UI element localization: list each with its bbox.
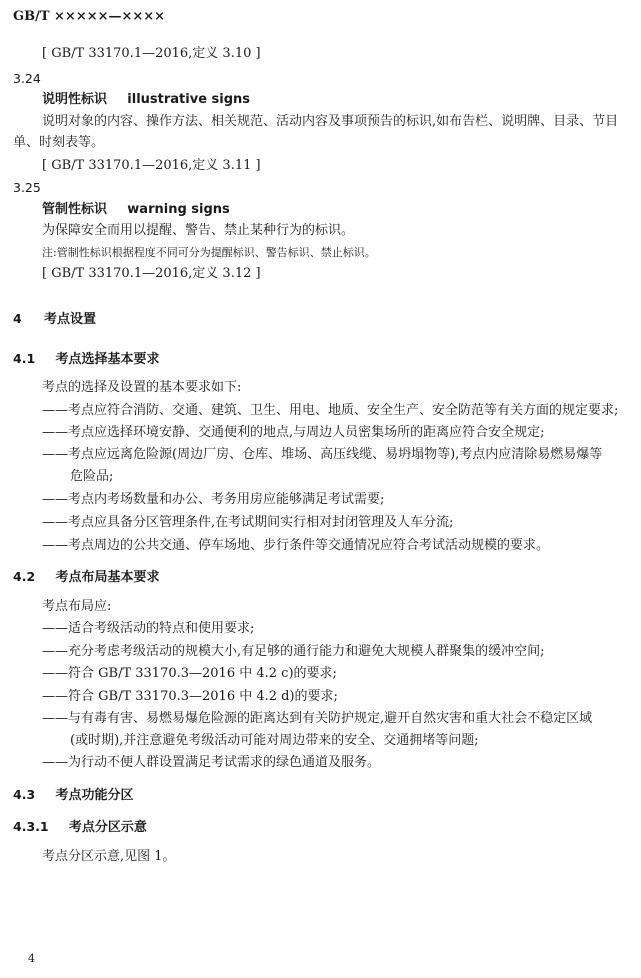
term-en: illustrative signs (127, 92, 251, 107)
reference: [ GB/T 33170.1—2016,定义 3.11 ] (42, 158, 261, 173)
section-number: 4.1 (13, 351, 36, 366)
paragraph: 考点分区示意,见图 1。 (42, 849, 176, 864)
definition-line: 单、时刻表等。 (13, 135, 105, 150)
chapter-number: 4 (13, 311, 22, 326)
list-item: ——考点应远离危险源(周边厂房、仓库、堆场、高压线缆、易坍塌物等),考点内应清除易燃易爆等 (42, 447, 603, 462)
section-number: 4.2 (13, 569, 36, 584)
list-item: ——适合考级活动的特点和使用要求; (42, 621, 255, 636)
list-item: ——符合 GB/T 33170.3—2016 中 4.2 c)的要求; (42, 666, 337, 681)
term-heading (42, 91, 250, 109)
definition: 为保障安全而用以提醒、警告、禁止某种行为的标识。 (42, 223, 355, 238)
subsection-number: 4.3.1 (13, 819, 49, 834)
page-number: 4 (28, 952, 35, 965)
section-heading (13, 786, 133, 805)
chapter-title: 考点设置 (43, 312, 96, 327)
intro: 考点的选择及设置的基本要求如下: (42, 380, 242, 395)
definition-line: 说明对象的内容、操作方法、相关规范、活动内容及事项预告的标识,如布告栏、说明牌、目录、节目 (42, 114, 619, 129)
intro: 考点布局应: (42, 599, 112, 614)
standard-code: GB/T ×××××—×××× (13, 9, 166, 24)
section-number: 3.25 (13, 180, 41, 195)
chapter-heading (13, 310, 96, 329)
section-number: 4.3 (13, 787, 36, 802)
list-item-continuation: 危险品; (70, 469, 114, 484)
section-number: 3.24 (13, 71, 41, 86)
section-heading (13, 350, 159, 369)
list-item: ——考点应选择环境安静、交通便利的地点,与周边人员密集场所的距离应符合安全规定; (42, 425, 545, 440)
reference: [ GB/T 33170.1—2016,定义 3.12 ] (42, 266, 261, 281)
section-heading (13, 568, 159, 587)
section-title: 考点功能分区 (55, 788, 134, 803)
note: 注:管制性标识根据程度不同可分为提醒标识、警告标识、禁止标识。 (42, 246, 376, 259)
section-title: 考点选择基本要求 (55, 352, 160, 367)
list-item: ——与有毒有害、易燃易爆危险源的距离达到有关防护规定,避开自然灾害和重大社会不稳定区域 (42, 711, 593, 726)
list-item: ——考点周边的公共交通、停车场地、步行条件等交通情况应符合考试活动规模的要求。 (42, 538, 550, 553)
term-heading (42, 201, 230, 219)
subsection-heading (13, 818, 147, 837)
list-item: ——充分考虑考级活动的规模大小,有足够的通行能力和避免大规模人群聚集的缓冲空间; (42, 644, 545, 659)
term-cn: 管制性标识 (42, 202, 108, 217)
list-item: ——考点内考场数量和办公、考务用房应能够满足考试需要; (42, 492, 385, 507)
list-item: ——为行动不便人群设置满足考试需求的绿色通道及服务。 (42, 755, 381, 770)
list-item: ——考点应符合消防、交通、建筑、卫生、用电、地质、安全生产、安全防范等有关方面的规定要求; (42, 403, 619, 418)
list-item: ——符合 GB/T 33170.3—2016 中 4.2 d)的要求; (42, 689, 338, 704)
subsection-title: 考点分区示意 (68, 820, 147, 835)
list-item: ——考点应具备分区管理条件,在考试期间实行相对封闭管理及人车分流; (42, 515, 454, 530)
term-en: warning signs (127, 202, 230, 217)
term-cn: 说明性标识 (42, 92, 108, 107)
list-item-continuation: (或时期),并注意避免考级活动可能对周边带来的安全、交通拥堵等问题; (70, 733, 479, 748)
section-title: 考点布局基本要求 (55, 570, 160, 585)
ref-3-10: [ GB/T 33170.1—2016,定义 3.10 ] (42, 46, 261, 61)
